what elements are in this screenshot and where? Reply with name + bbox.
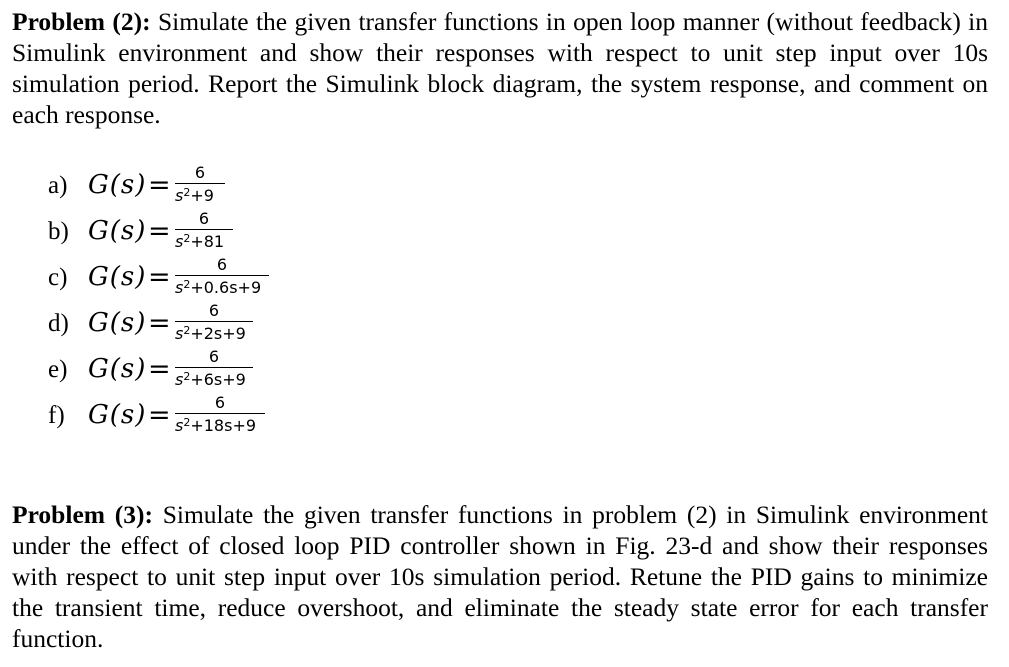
equation-c	[48, 252, 448, 298]
equation-b	[48, 206, 448, 252]
denominator: $s^2+9$	[175, 186, 214, 205]
equation-lhs: G(s)	[88, 354, 147, 384]
denominator-terms: +81	[190, 232, 225, 251]
denominator-terms: +6s+9	[190, 370, 246, 389]
fraction	[175, 210, 233, 251]
denominator: $s^2+6s+9$	[175, 370, 246, 389]
equation-lhs: G(s)	[88, 170, 147, 200]
equation-label: d)	[48, 310, 69, 337]
problem-2-text: Simulate the given transfer functions in open loop manner (without feedback) in Simulink environment and show their responses with respect to unit step input over 10s simulation period. Report the Simulink block diagram, the system response, and comment on each response.	[12, 7, 988, 129]
fraction	[175, 164, 225, 205]
equation-lhs: G(s)	[88, 262, 147, 292]
problem-3-paragraph	[12, 499, 988, 654]
equation-a	[48, 160, 448, 206]
denominator: $s^2+18s+9$	[175, 416, 257, 435]
equation-f	[48, 390, 448, 436]
fraction	[175, 394, 265, 435]
problem-3-heading: Problem (3):	[12, 500, 153, 529]
denominator-terms: +2s+9	[190, 324, 246, 343]
denominator-terms: +9	[190, 186, 214, 205]
equation-lhs: G(s)	[88, 216, 147, 246]
fraction	[175, 256, 269, 297]
equals-sign: =	[148, 170, 171, 201]
problem-2-paragraph	[12, 6, 988, 130]
problem-3-text: Simulate the given transfer functions in problem (2) in Simulink environment under the effect of closed loop PID controller shown in Fig. 23-d and show their responses with respect to unit step input over 10s simulation period. Retune the PID gains to minimize the transient time, reduce overshoot, and eliminate the steady state error for each transfer function.	[12, 500, 988, 653]
numerator: 6	[216, 255, 228, 274]
equals-sign: =	[148, 216, 171, 247]
fraction	[175, 302, 253, 343]
denominator: $s^2+0.6s+9$	[175, 278, 262, 297]
equals-sign: =	[148, 354, 171, 385]
equals-sign: =	[148, 262, 171, 293]
equals-sign: =	[148, 308, 171, 339]
numerator: 6	[208, 301, 220, 320]
equals-sign: =	[148, 400, 171, 431]
numerator: 6	[194, 163, 206, 182]
equation-d	[48, 298, 448, 344]
equation-lhs: G(s)	[88, 400, 147, 430]
denominator-terms: +18s+9	[190, 416, 257, 435]
equation-label: c)	[48, 264, 68, 291]
fraction	[175, 348, 253, 389]
equation-lhs: G(s)	[88, 308, 147, 338]
problem-2-heading: Problem (2):	[12, 7, 151, 36]
numerator: 6	[198, 209, 210, 228]
denominator: $s^2+81$	[175, 232, 225, 251]
numerator: 6	[214, 393, 226, 412]
equation-label: e)	[48, 356, 68, 383]
numerator: 6	[208, 347, 220, 366]
denominator: $s^2+2s+9$	[175, 324, 246, 343]
equation-label: a)	[48, 172, 68, 199]
equation-label: b)	[48, 218, 69, 245]
equation-label: f)	[48, 402, 65, 429]
denominator-terms: +0.6s+9	[190, 278, 262, 297]
equation-e	[48, 344, 448, 390]
